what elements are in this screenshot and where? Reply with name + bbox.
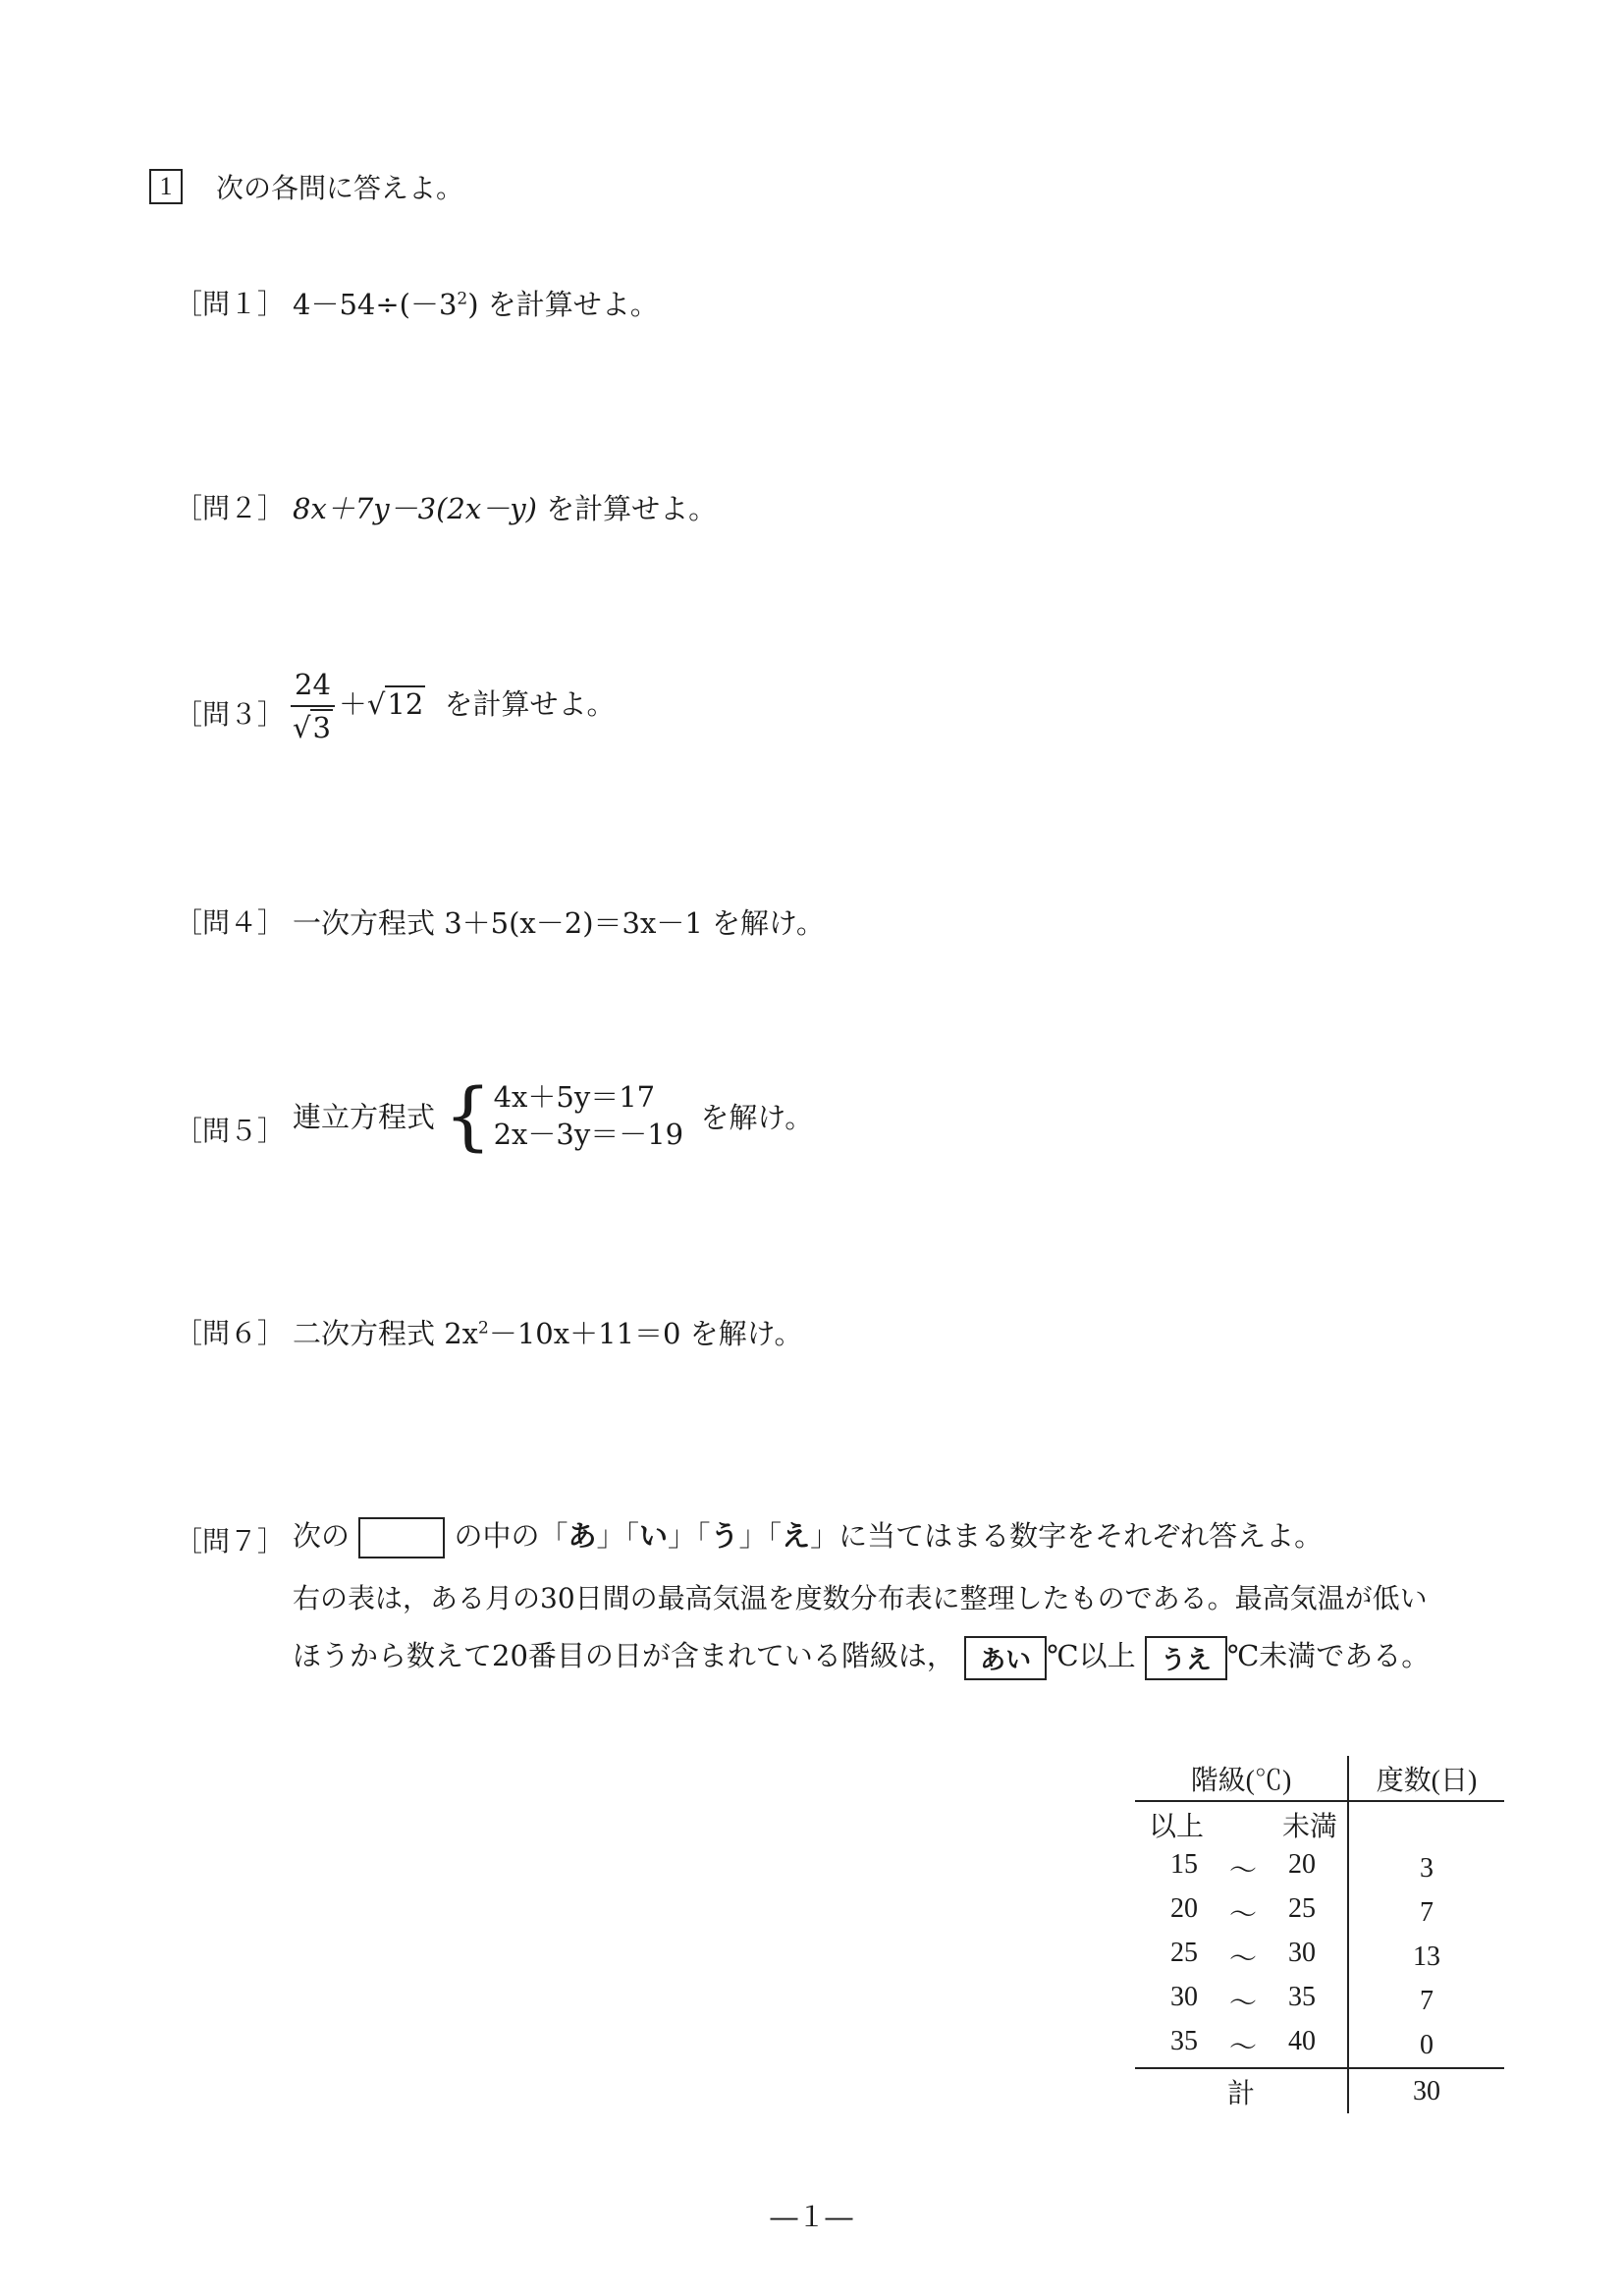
q3-fraction [291,668,335,744]
q7-line1-mid: の中の「 [454,1519,568,1553]
q1-label: ［問１］ [175,288,286,320]
class-to: 35 [1288,1981,1316,2012]
class-cell [1135,1935,1348,1979]
frequency-cell: 7 [1420,1896,1434,1928]
q7-line3-start: ほうから数えて20番目の日が含まれている階級は， [293,1639,955,1672]
class-to: 20 [1288,1848,1316,1880]
q7-sep-2: 」「 [668,1519,711,1553]
class-cell [1135,1846,1348,1890]
q3-sqrt: √12 [366,687,424,721]
q6-text [293,1312,803,1352]
q5-equation-1: 4x＋5y＝17 [493,1080,656,1114]
table-row [1135,1890,1504,1935]
class-to: 25 [1288,1892,1316,1924]
q7-line2: 右の表は，ある月の30日間の最高気温を度数分布表に整理したものである。最高気温が低い [293,1582,1428,1614]
q7-sep-3: 」「 [738,1519,783,1553]
q7-char-e: え [782,1519,811,1553]
q7-line3-end: ℃未満である。 [1226,1639,1431,1672]
class-from: 25 [1170,1937,1198,1968]
q6-label: ［問６］ [175,1317,286,1349]
q3-denominator: √3 [292,711,331,744]
frequency-cell: 13 [1413,1941,1440,1972]
q5-brace: { [444,1071,492,1159]
q7-line3 [293,1634,1430,1680]
class-from: 15 [1170,1848,1198,1880]
total-label: 計 [1135,2068,1348,2113]
class-cell [1135,1979,1348,2023]
q6-rest: －10x＋11＝0 を解け。 [488,1317,803,1350]
table-row [1135,1979,1504,2023]
q7-char-u: う [710,1519,739,1553]
q5-equation-2: 2x－3y＝－19 [493,1118,684,1151]
q2-instruction: を計算せよ。 [546,492,718,525]
table-header-row [1135,1756,1504,1801]
subheader-range [1135,1805,1347,1844]
class-range [1135,1893,1347,1933]
q5-equations [494,1078,684,1153]
q4-label: ［問４］ [175,906,286,939]
q3-denominator-radicand: 3 [312,711,331,744]
table-subheader-row [1135,1801,1504,1846]
q3-instruction: を計算せよ。 [444,687,616,721]
subheader-from: 以上 [1148,1811,1204,1842]
q3-text [287,668,616,744]
class-range [1135,2026,1347,2065]
q7-line3-mid: ℃以上 [1047,1639,1136,1672]
q7-sep-1: 」「 [596,1519,639,1553]
subheader-cell [1135,1801,1348,1846]
q1-exponent: 2 [457,289,468,309]
answer-box-u-e: うえ [1145,1636,1227,1680]
table-row [1135,1846,1504,1890]
q2-label: ［問２］ [175,492,286,524]
class-from: 20 [1170,1892,1198,1924]
class-range [1135,1849,1347,1888]
class-tilde: ～ [1228,1988,1257,2019]
section-instruction: 次の各問に答えよ。 [216,172,464,204]
frequency-cell: 7 [1420,1985,1434,2016]
page-number: ―１― [770,2201,853,2233]
q5-system [444,1071,684,1159]
class-cell [1135,2023,1348,2068]
class-tilde: ～ [1228,1899,1257,1931]
q2-expression: 8x＋7y－3(2x－y) [293,492,537,525]
class-tilde: ～ [1228,1943,1257,1975]
subheader-to: 未満 [1281,1811,1337,1842]
class-range [1135,1938,1347,1977]
subheader-empty [1348,1801,1504,1846]
class-range [1135,1982,1347,2021]
q5-text [293,1071,814,1159]
class-tilde: ～ [1228,1855,1257,1886]
q1-expression: 4－54÷(－3 [293,288,458,321]
q7-line1-end: 」に当てはまる数字をそれぞれ答えよ。 [810,1519,1324,1553]
section-number: 1 [149,169,183,204]
q6-exponent: 2 [478,1318,489,1339]
frequency-table [1135,1756,1504,2113]
table-total-row [1135,2068,1504,2113]
q7-blank-box [358,1517,445,1558]
q5-instruction: を解け。 [700,1100,814,1134]
answer-box-a-i: あい [964,1636,1047,1680]
class-from: 30 [1170,1981,1198,2012]
q5-label: ［問５］ [175,1115,286,1147]
frequency-cell: 3 [1420,1852,1434,1884]
q7-label: ［問７］ [175,1525,286,1558]
table-row [1135,1935,1504,1979]
class-cell [1135,1890,1348,1935]
q7-char-i: い [639,1519,669,1553]
q2-text [293,487,717,527]
q7-line1-start: 次の [293,1519,351,1553]
table-row [1135,2023,1504,2068]
header-class: 階級(℃) [1135,1756,1348,1801]
q1-instruction: を計算せよ。 [487,288,659,321]
header-frequency: 度数(日) [1348,1756,1504,1801]
class-tilde: ～ [1228,2032,1257,2063]
q4-text: 一次方程式 3＋5(x－2)＝3x－1 を解け。 [293,906,825,940]
q7-line1 [293,1514,1323,1558]
q1-text [293,283,659,323]
class-to: 40 [1288,2025,1316,2056]
class-to: 30 [1288,1937,1316,1968]
q7-char-a: あ [568,1519,597,1553]
q6-lead: 二次方程式 2x [293,1317,479,1350]
frequency-cell: 0 [1420,2029,1434,2060]
q5-lead: 連立方程式 [293,1100,436,1134]
q1-expression-close: ) [467,288,479,321]
total-value: 30 [1348,2068,1504,2113]
q3-numerator: 24 [291,668,335,707]
class-from: 35 [1170,2025,1198,2056]
q3-label: ［問３］ [175,698,286,731]
q3-radicand: 12 [387,687,424,721]
q3-plus: ＋ [338,687,367,721]
